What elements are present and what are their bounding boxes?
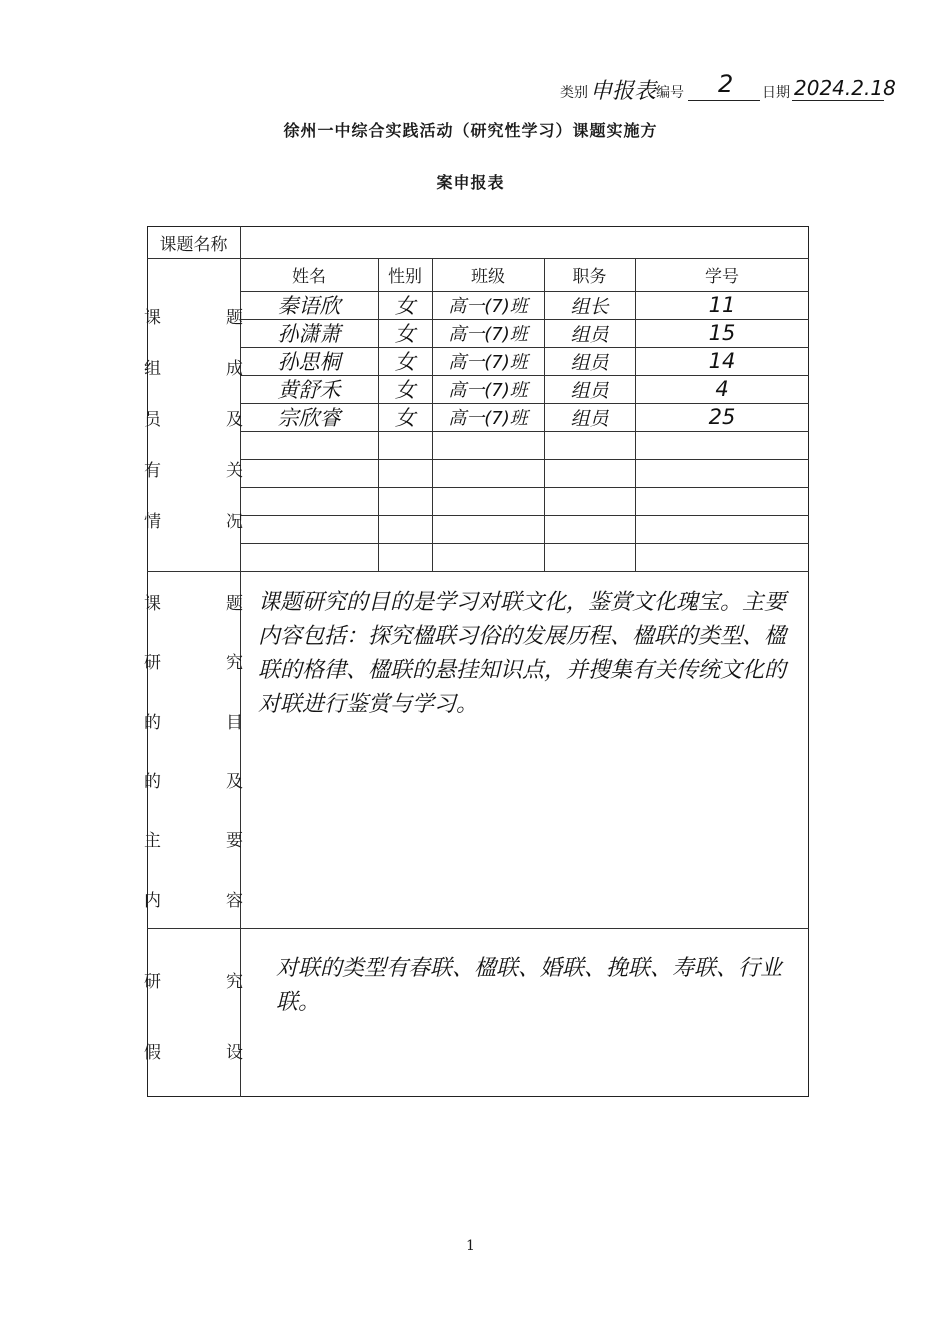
member-gender: 女: [394, 378, 416, 402]
number-underline: [688, 100, 760, 101]
page-number: 1: [466, 1238, 475, 1254]
member-gender: 女: [394, 406, 416, 430]
row-divider: [240, 459, 809, 460]
member-role: 组员: [570, 379, 609, 402]
topic-name-value: [241, 226, 807, 258]
column-header-class: 班级: [471, 267, 505, 287]
row-divider: [240, 487, 809, 488]
member-student-id: 4: [715, 377, 729, 401]
member-name: 秦语欣: [277, 294, 341, 318]
member-class: 高一(7)班: [448, 408, 528, 429]
member-student-id: 15: [708, 321, 736, 345]
hypothesis-content: 对联的类型有春联、楹联、婚联、挽联、寿联、行业联。: [276, 956, 783, 1015]
number-label: 编号: [656, 85, 684, 101]
member-student-id: 14: [708, 349, 736, 373]
member-gender: 女: [394, 322, 416, 346]
purpose-section-label: 课 题 研 究 的 目 的 及 主 要 内 容: [144, 594, 267, 911]
date-underline: [792, 100, 884, 101]
member-class: 高一(7)班: [448, 324, 528, 345]
member-name: 孙潇萧: [277, 322, 341, 346]
member-role: 组员: [570, 407, 609, 430]
number-value: 2: [718, 70, 734, 98]
document-title: 徐州一中综合实践活动（研究性学习）课题实施方: [283, 121, 658, 140]
column-header-role: 职务: [572, 267, 607, 287]
topic-name-label: 课题名称: [159, 234, 228, 255]
member-class: 高一(7)班: [448, 296, 528, 317]
row-divider: [240, 515, 809, 516]
member-student-id: 25: [708, 405, 736, 429]
member-role: 组员: [570, 351, 609, 374]
document-title-line2: 案申报表: [436, 173, 505, 192]
member-name: 宗欣睿: [277, 406, 341, 430]
section-divider: [147, 928, 809, 929]
column-header-gender: 性别: [388, 267, 422, 287]
section-divider: [147, 571, 809, 572]
member-role: 组员: [570, 323, 609, 346]
member-class: 高一(7)班: [448, 352, 528, 373]
member-name: 黄舒禾: [277, 378, 341, 402]
column-header-student-id: 学号: [705, 267, 739, 287]
row-divider: [240, 543, 809, 544]
date-label: 日期: [762, 85, 790, 101]
date-value: 2024.2.18: [794, 76, 896, 100]
category-label: 类别: [560, 85, 588, 101]
hypothesis-section-label: 研 究 假 设: [144, 972, 267, 1063]
member-gender: 女: [394, 350, 416, 374]
member-role: 组长: [570, 295, 609, 318]
category-value: 申报表: [590, 79, 657, 104]
members-section-label: 课 题 组 成 员 及 有 关 情 况: [144, 308, 267, 532]
column-header-name: 姓名: [292, 267, 326, 287]
member-class: 高一(7)班: [448, 380, 528, 401]
member-name: 孙思桐: [277, 350, 341, 374]
form-header: [560, 70, 896, 104]
purpose-content: 课题研究的目的是学习对联文化，鉴赏文化瑰宝。主要内容包括：探究楹联习俗的发展历程、楹联的类型、楹联的格律、楹联的悬挂知识点，并搜集有关传统文化的对联进行鉴赏与学习。: [258, 590, 787, 717]
member-student-id: 11: [708, 293, 736, 317]
member-gender: 女: [394, 294, 416, 318]
